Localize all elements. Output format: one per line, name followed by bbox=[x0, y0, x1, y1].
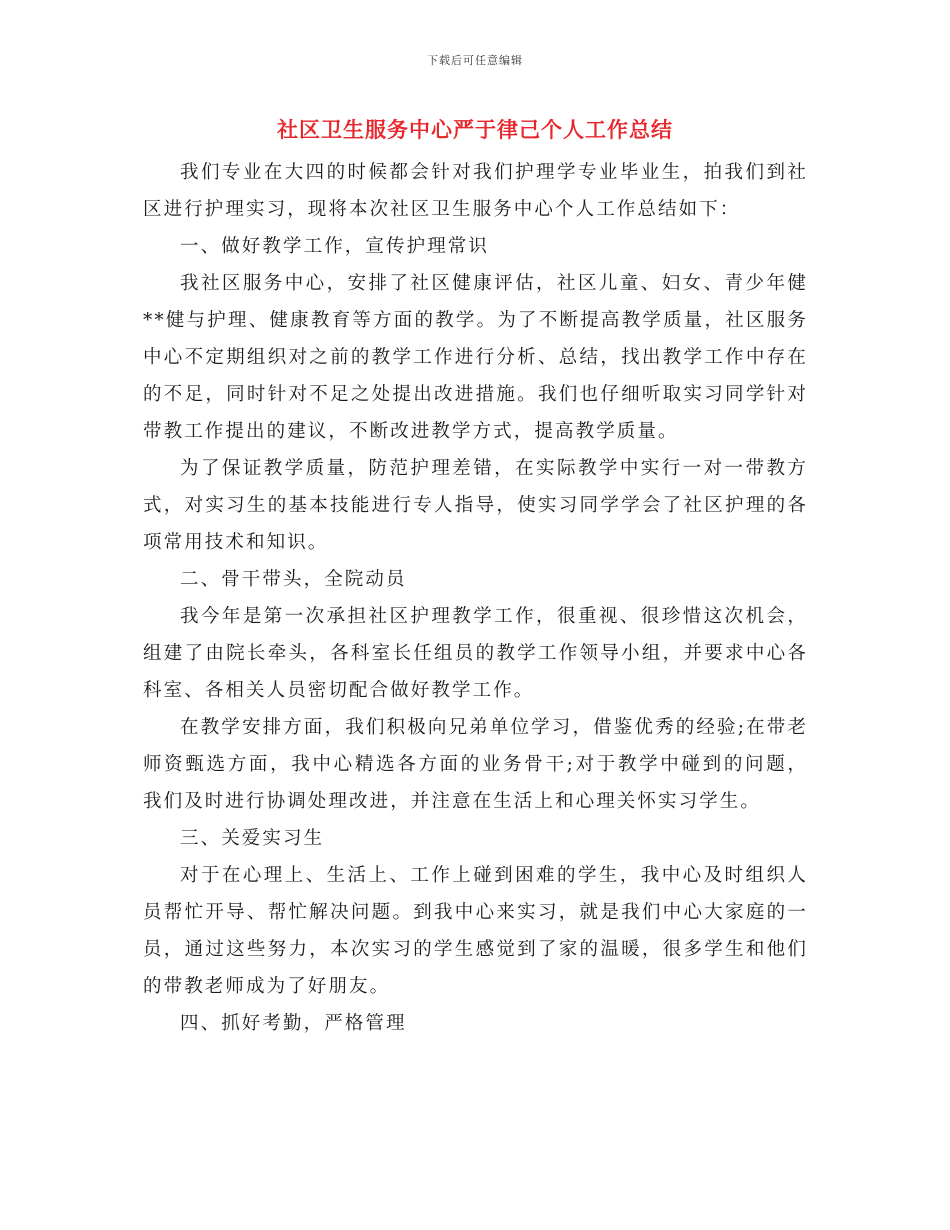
paragraph: 在教学安排方面，我们积极向兄弟单位学习，借鉴优秀的经验;在带老师资甄选方面，我中心精选各方面的业务骨干;对于教学中碰到的问题，我们及时进行协调处理改进，并注意在生活上和心理关怀实习学生。 bbox=[143, 717, 808, 812]
section-heading-1: 一、做好教学工作，宣传护理常识 bbox=[180, 236, 490, 257]
paragraph: 为了保证教学质量，防范护理差错，在实际教学中实行一对一带教方式，对实习生的基本技能进行专人指导，使实习同学学会了社区护理的各项常用技术和知识。 bbox=[143, 458, 808, 553]
section-heading-3: 三、关爱实习生 bbox=[180, 828, 325, 849]
section-heading-2: 二、骨干带头，全院动员 bbox=[180, 569, 407, 590]
paragraph-intro: 我们专业在大四的时候都会针对我们护理学专业毕业生，拍我们到社区进行护理实习，现将本次社区卫生服务中心个人工作总结如下： bbox=[143, 162, 808, 220]
document-title: 社区卫生服务中心严于律己个人工作总结 bbox=[277, 117, 673, 142]
paragraph: 我社区服务中心，安排了社区健康评估，社区儿童、妇女、青少年健**健与护理、健康教育等方面的教学。为了不断提高教学质量，社区服务中心不定期组织对之前的教学工作进行分析、总结，找出教学工作中存在的不足，同时针对不足之处提出改进措施。我们也仔细听取实习同学针对带教工作提出的建议，不断改进教学方式，提高教学质量。 bbox=[143, 273, 808, 442]
paragraph: 我今年是第一次承担社区护理教学工作，很重视、很珍惜这次机会，组建了由院长牵头，各科室长任组员的教学工作领导小组，并要求中心各科室、各相关人员密切配合做好教学工作。 bbox=[143, 606, 808, 701]
document-body bbox=[143, 154, 808, 1042]
paragraph: 对于在心理上、生活上、工作上碰到困难的学生，我中心及时组织人员帮忙开导、帮忙解决问题。到我中心来实习，就是我们中心大家庭的一员，通过这些努力，本次实习的学生感觉到了家的温暖，很多学生和他们的带教老师成为了好朋友。 bbox=[143, 865, 808, 997]
header-note: 下载后可任意编辑 bbox=[427, 54, 523, 67]
section-heading-4: 四、抓好考勤，严格管理 bbox=[180, 1013, 407, 1034]
